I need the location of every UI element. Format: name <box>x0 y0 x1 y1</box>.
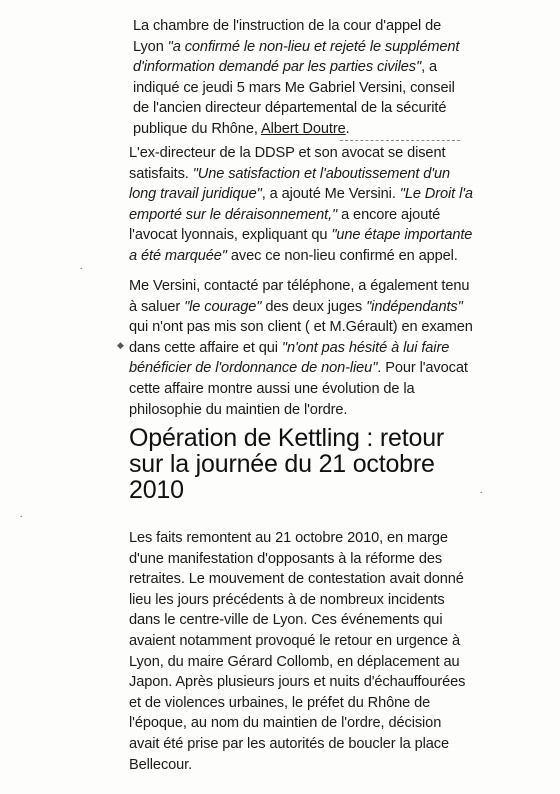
paragraph-text: La chambre de l'instruction de la cour d'appel de Lyon <box>133 18 442 55</box>
scan-speck: • <box>20 514 23 519</box>
quote: "Une satisfaction et l'aboutissement d'un long travail juridique" <box>129 165 451 203</box>
paragraph-text: L'ex-directeur de la DDSP et son avocat se disent satisfaits. <box>129 145 446 182</box>
paragraph-non-lieu <box>133 16 473 140</box>
paragraph-courage <box>129 276 474 420</box>
scan-speck: ◆ <box>117 341 124 351</box>
quote: "a confirmé le non-lieu et rejeté le supplément d'information demandé par les parties civiles" <box>133 38 460 76</box>
paragraph-text: avec ce non-lieu confirmé en appel. <box>226 247 458 264</box>
paragraph-text: Me Versini, contacté par téléphone, a également tenu à saluer <box>129 278 470 315</box>
paragraph-text: , a indiqué ce jeudi 5 mars Me Gabriel Versini, conseil de l'ancien directeur départemental de la sécurité publique du Rhône, <box>133 59 455 137</box>
person-name: Albert Doutre <box>260 120 346 137</box>
paragraph-text: . <box>345 120 350 137</box>
paragraph-faits <box>129 528 474 775</box>
dashed-rule <box>340 140 460 141</box>
quote: "n'ont pas hésité à lui faire bénéficier de l'ordonnance de non-lieu" <box>129 339 450 377</box>
paragraph-text: a encore ajouté l'avocat lyonnais, expliquant qu <box>129 206 441 244</box>
scan-speck: • <box>480 490 483 495</box>
paragraph-text: qui n'ont pas mis son client ( et M.Gérault) en examen dans cette affaire et qui <box>129 319 473 356</box>
paragraph-satisfaction <box>129 143 474 267</box>
quote: "indépendants" <box>366 298 463 315</box>
quote: "une étape importante a été marquée" <box>129 227 473 264</box>
quote: "le courage" <box>184 298 262 315</box>
section-heading: Opération de Kettling : retour sur la journée du 21 octobre 2010 <box>129 424 445 504</box>
scan-speck: • <box>80 266 83 271</box>
quote: "Le Droit l'a emporté sur le déraisonnement," <box>129 186 473 223</box>
paragraph-text: des deux juges <box>261 298 367 315</box>
paragraph-text: Les faits remontent au 21 octobre 2010, en marge d'une manifestation d'opposants à la réforme des retraites. Le mouvement de contestation avait donné lieu les jours précédents à de nombreux incidents dans le centre-ville de Lyon. Ces événements qui avaient notamment provoqué le retour en urgence à Lyon, du maire Gérard Collomb, en déplacement au Japon. Après plusieurs jours et nuits d'échauffourées et de violences urbaines, le préfet du Rhône de l'époque, au nom du maintien de l'ordre, décision avait été prise par les autorités de boucler la place Bellecour. <box>129 530 466 773</box>
paragraph-text: , a ajouté Me Versini. <box>261 186 400 203</box>
paragraph-text: . Pour l'avocat cette affaire montre aussi une évolution de la philosophie du maintien de l'ordre. <box>129 360 468 418</box>
